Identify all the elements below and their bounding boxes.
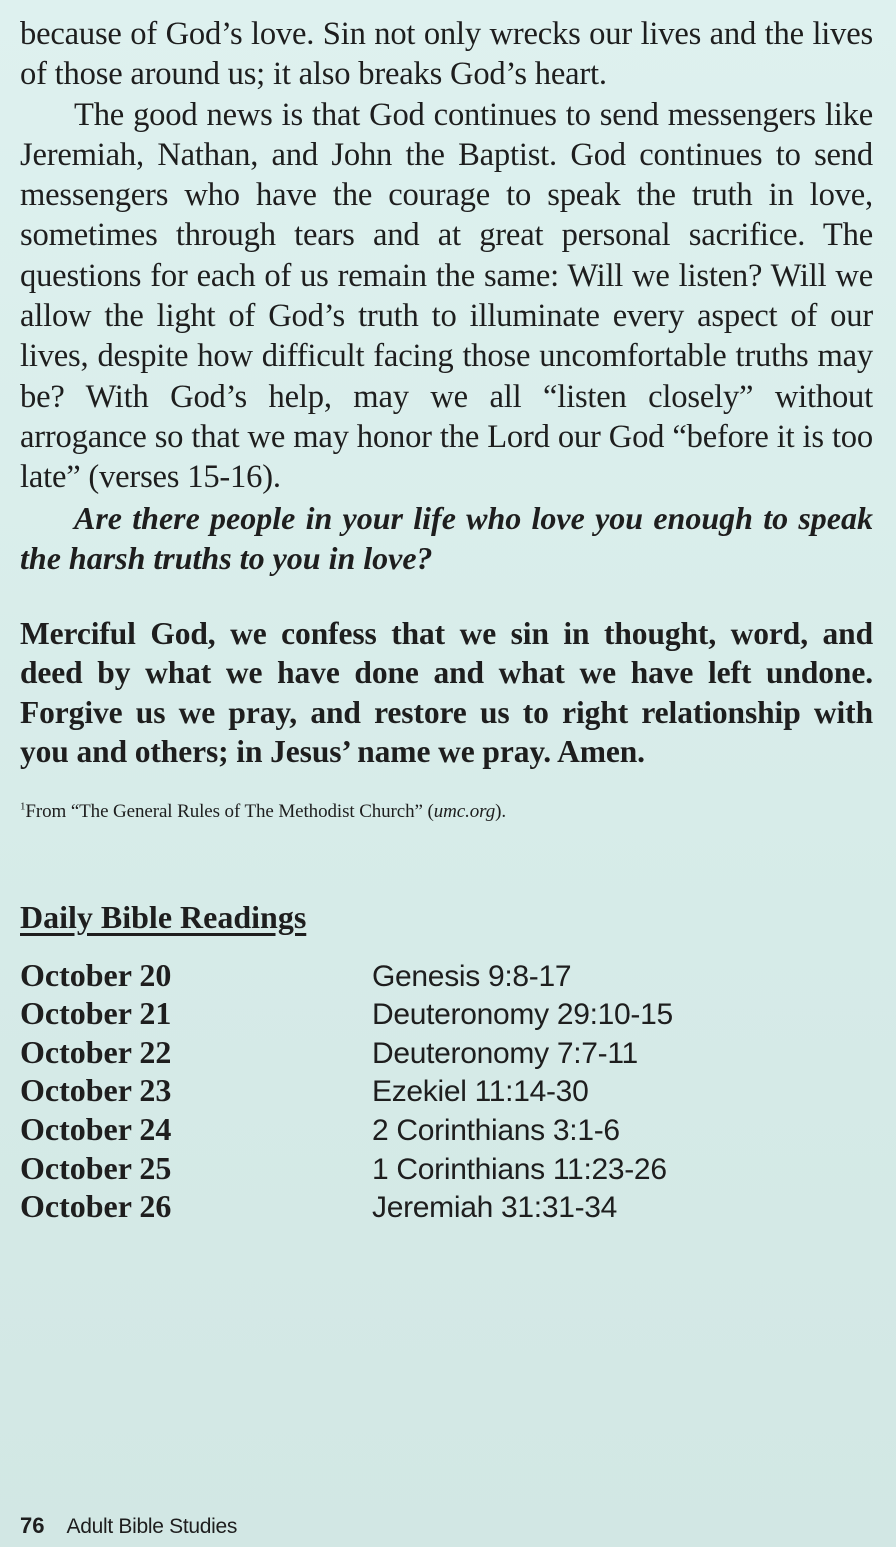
reading-row xyxy=(20,994,873,1033)
reading-date: October 23 xyxy=(20,1072,172,1109)
reading-reference: 2 Corinthians 3:1-6 xyxy=(372,1113,620,1147)
article-paragraph-1: because of God’s love. Sin not only wrecks our lives and the lives of those around us; it also breaks God’s heart. xyxy=(20,16,873,93)
reading-row xyxy=(20,1071,873,1110)
daily-readings-title: Daily Bible Readings xyxy=(20,898,307,935)
publication-title: Adult Bible Studies xyxy=(66,1515,238,1538)
reading-reference: Jeremiah 31:31-34 xyxy=(372,1191,618,1225)
reading-reference: Ezekiel 11:14-30 xyxy=(372,1075,589,1109)
closing-prayer: Merciful God, we confess that we sin in thought, word, and deed by what we have done and what we have left undone. Forgive us we pray, and restore us to right relationship with you and others; in Jesus’ name we pray. Amen. xyxy=(20,615,873,770)
footnote-source: umc.org xyxy=(433,800,496,822)
reading-date: October 26 xyxy=(20,1188,172,1225)
reading-row xyxy=(20,1187,873,1226)
reading-row xyxy=(20,1149,873,1188)
article-paragraph-2: The good news is that God continues to send messengers like Jeremiah, Nathan, and John the Baptist. God continues to send messengers who have the courage to speak the truth in love, sometimes through tears and at great personal sacrifice. The questions for each of us remain the same: Will we listen? Will we allow the light of God’s truth to illuminate every aspect of our lives, despite how difficult facing those uncomfortable truths may be? With God’s help, may we all “listen closely” without arrogance so that we may honor the Lord our God “before it is too late” (verses 15-16). xyxy=(20,96,873,496)
reading-reference: Deuteronomy 29:10-15 xyxy=(372,998,673,1032)
reading-row xyxy=(20,956,873,995)
footnote-text-end: ). xyxy=(495,800,507,822)
reading-date: October 21 xyxy=(20,995,172,1032)
reading-row xyxy=(20,1033,873,1072)
footnote-text: From “The General Rules of The Methodist Church” ( xyxy=(25,800,434,822)
reading-date: October 25 xyxy=(20,1149,172,1186)
reading-date: October 20 xyxy=(20,956,172,993)
reflection-question: Are there people in your life who love you enough to speak the harsh truths to you in love? xyxy=(20,499,873,576)
reading-row xyxy=(20,1110,873,1149)
reading-reference: Genesis 9:8-17 xyxy=(372,959,572,993)
reading-date: October 24 xyxy=(20,1110,172,1147)
text-column xyxy=(20,14,873,1226)
reading-reference: 1 Corinthians 11:23-26 xyxy=(372,1152,667,1186)
footnote-marker: 1 xyxy=(20,800,26,813)
page-number: 76 xyxy=(20,1513,45,1538)
daily-readings-list xyxy=(20,956,873,1226)
reading-date: October 22 xyxy=(20,1033,172,1070)
footnote xyxy=(20,800,873,824)
reading-reference: Deuteronomy 7:7-11 xyxy=(372,1036,638,1070)
page-footer xyxy=(20,1513,237,1539)
